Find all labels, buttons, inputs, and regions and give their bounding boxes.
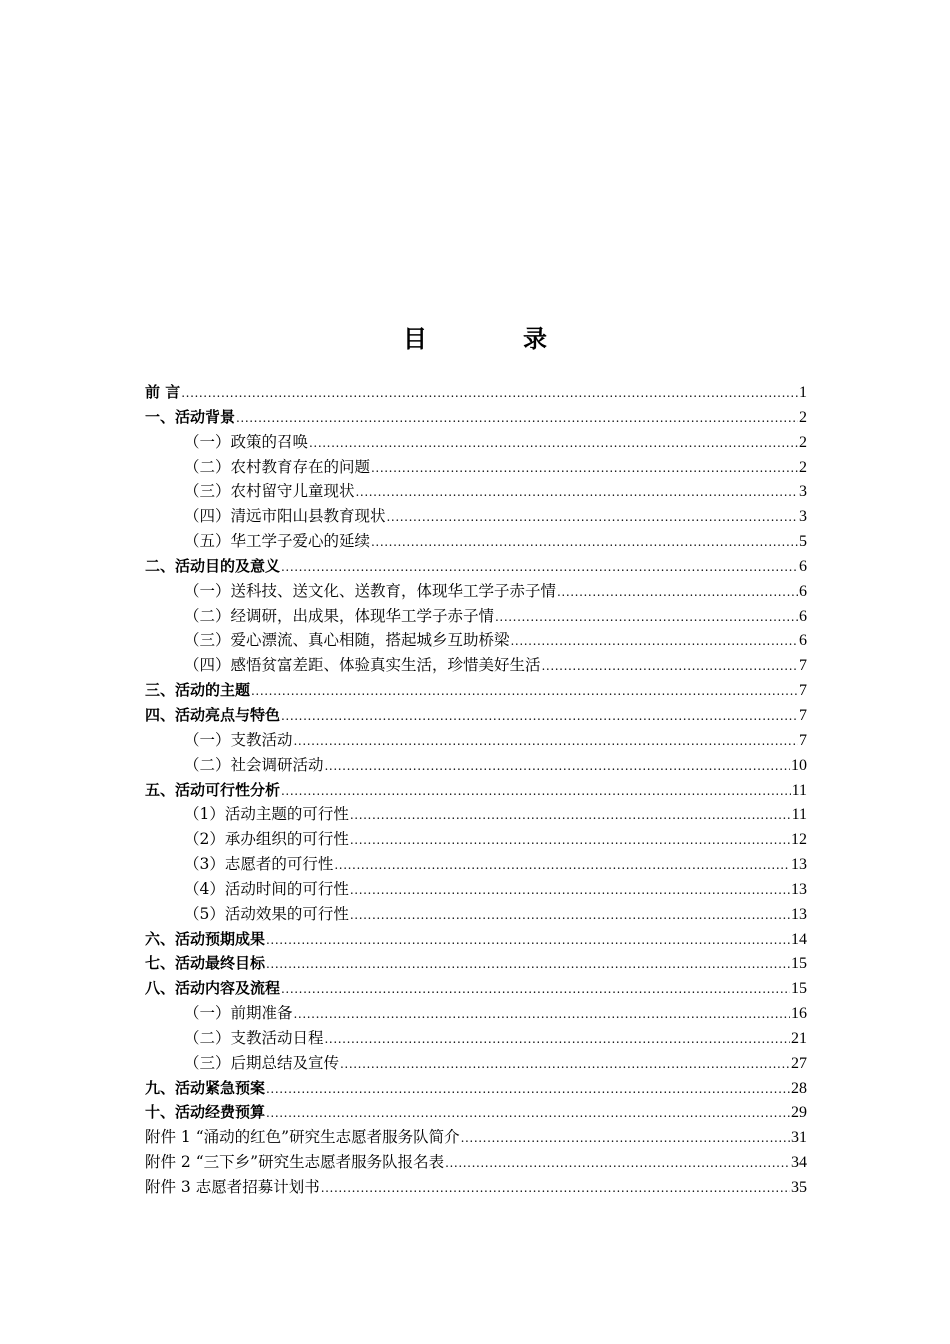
toc-entry[interactable] [145,554,807,579]
toc-page-number: 34 [791,1154,807,1172]
toc-page-number: 1 [799,384,807,401]
toc-page-number: 6 [799,557,807,575]
toc-entry[interactable] [145,728,807,753]
toc-page-number: 7 [799,682,807,700]
toc-entry-text: （5）活动效果的可行性 [184,904,349,923]
toc-page-number: 11 [791,781,807,799]
toc-entry[interactable] [145,405,807,430]
toc-entry-text: （二）社会调研活动 [184,755,324,774]
toc-dot-leader [350,878,790,902]
toc-dot-leader [340,1052,790,1076]
toc-entry[interactable] [145,802,807,827]
toc-page-number: 31 [791,1129,807,1147]
toc-entry-text: （四）感悟贫富差距、体验真实生活，珍惜美好生活 [184,656,541,675]
toc-entry[interactable] [145,504,807,529]
toc-entry-text: 三、活动的主题 [145,681,251,700]
toc-dot-leader [542,654,798,678]
toc-entry[interactable] [145,976,807,1001]
toc-entry[interactable] [145,1026,807,1051]
toc-dot-leader [251,679,798,703]
toc-entry-text: （二）支教活动日程 [184,1028,324,1047]
toc-page-number: 13 [791,880,807,898]
toc-page-number: 3 [799,483,807,501]
toc-dot-leader [445,1151,790,1175]
toc-entry[interactable] [145,628,807,653]
toc-entry-text: （四）清远市阳山县教育现状 [184,507,386,526]
toc-page-number: 15 [791,955,807,973]
toc-entry-text: （二）经调研，出成果，体现华工学子赤子情 [184,606,495,625]
toc-entry[interactable] [145,1125,807,1150]
toc-entry-text: 九、活动紧急预案 [145,1078,266,1097]
toc-entry-text: （三）农村留守儿童现状 [184,482,355,501]
toc-dot-leader [281,555,798,579]
toc-entry-text: （一）前期准备 [184,1004,293,1023]
toc-dot-leader [495,605,798,629]
toc-entry[interactable] [145,902,807,927]
toc-entry[interactable] [145,753,807,778]
toc-dot-leader [511,629,798,653]
toc-entry[interactable] [145,852,807,877]
toc-entry[interactable] [145,778,807,803]
toc-entry-text: （二）农村教育存在的问题 [184,457,371,476]
toc-entry-text: 五、活动可行性分析 [145,780,281,799]
toc-dot-leader [325,1027,790,1051]
toc-page-number: 7 [799,731,807,749]
page-title: 目 录 [403,325,583,353]
toc-entry[interactable] [145,703,807,728]
toc-dot-leader [371,530,798,554]
toc-entry[interactable] [145,479,807,504]
toc-entry[interactable] [145,455,807,480]
toc-entry[interactable] [145,653,807,678]
toc-dot-leader [266,928,790,952]
toc-entry-text: （一）政策的召唤 [184,432,309,451]
toc-entry-text: 附件 3 志愿者招募计划书 [145,1178,320,1196]
toc-dot-leader [350,828,790,852]
toc-dot-leader [281,704,798,728]
toc-entry[interactable] [145,877,807,902]
toc-entry[interactable] [145,951,807,976]
toc-entry-text: （一）支教活动 [184,730,293,749]
toc-dot-leader [321,1176,790,1200]
toc-page-number: 27 [791,1054,807,1072]
toc-entry[interactable] [145,1051,807,1076]
toc-entry-text: （3）志愿者的可行性 [184,855,334,874]
toc-entry-text: （4）活动时间的可行性 [184,879,349,898]
toc-dot-leader [266,1101,790,1125]
toc-entry[interactable] [145,1001,807,1026]
toc-entry-text: （1）活动主题的可行性 [184,805,349,824]
toc-entry-text: 前 言 [145,383,181,401]
toc-page-number: 5 [799,533,807,551]
toc-dot-leader [281,779,791,803]
toc-page-number: 6 [799,607,807,625]
toc-dot-leader [294,729,798,753]
toc-dot-leader [294,1002,790,1026]
toc-page-number: 29 [791,1104,807,1122]
toc-page-number: 6 [799,582,807,600]
toc-page-number: 21 [791,1029,807,1047]
toc-page-number: 10 [791,756,807,774]
toc-entry-text: 一、活动背景 [145,407,236,426]
toc-entry-text: （2）承办组织的可行性 [184,830,349,849]
toc-dot-leader [387,505,798,529]
toc-entry-text: 六、活动预期成果 [145,929,266,948]
toc-entry-text: 二、活动目的及意义 [145,556,281,575]
toc-dot-leader [334,853,790,877]
toc-entry[interactable] [145,1150,807,1175]
toc-dot-leader [181,381,798,405]
toc-dot-leader [309,431,798,455]
toc-page-number: 35 [791,1179,807,1196]
toc-entry-text: 四、活动亮点与特色 [145,705,281,724]
toc-entry-text: 附件 2 “三下乡”研究生志愿者服务队报名表 [145,1153,445,1172]
toc-page-number: 11 [791,806,807,824]
toc-entry[interactable] [145,380,807,405]
toc-entry-text: （五）华工学子爱心的延续 [184,532,371,551]
toc-page-number: 3 [799,508,807,526]
toc-dot-leader [350,803,791,827]
toc-entry-text: 八、活动内容及流程 [145,979,281,998]
toc-page-number: 16 [791,1005,807,1023]
toc-page-number: 2 [799,433,807,451]
toc-page-number: 7 [799,706,807,724]
toc-entry[interactable] [145,604,807,629]
toc-dot-leader [266,952,790,976]
toc-dot-leader [350,903,790,927]
toc-page-number: 13 [791,856,807,874]
toc-page-number: 13 [791,905,807,923]
toc-entry-text: （三）爱心漂流、真心相随，搭起城乡互助桥梁 [184,631,510,650]
toc-entry[interactable] [145,1076,807,1101]
toc-entry-text: （一）送科技、送文化、送教育，体现华工学子赤子情 [184,581,557,600]
toc-entry-text: 七、活动最终目标 [145,954,266,973]
toc-page-number: 28 [791,1079,807,1097]
toc-dot-leader [356,480,798,504]
toc-dot-leader [266,1077,790,1101]
toc-page-number: 12 [791,831,807,849]
toc-entry[interactable] [145,827,807,852]
toc-dot-leader [281,977,790,1001]
toc-page-number: 2 [799,408,807,426]
toc-entry[interactable] [145,529,807,554]
toc-dot-leader [371,456,798,480]
toc-page-number: 2 [799,458,807,476]
toc-entry[interactable] [145,430,807,455]
toc-entry[interactable] [145,927,807,952]
toc-entry-text: 十、活动经费预算 [145,1103,266,1122]
toc-entry-text: 附件 1 “涌动的红色”研究生志愿者服务队简介 [145,1128,460,1147]
toc-entry[interactable] [145,579,807,604]
toc-entry-text: （三）后期总结及宣传 [184,1053,340,1072]
toc-page-number: 15 [791,980,807,998]
toc-entry[interactable] [145,678,807,703]
toc-dot-leader [325,754,790,778]
toc-page-number: 6 [799,632,807,650]
table-of-contents [145,380,807,1200]
toc-dot-leader [557,580,798,604]
toc-entry[interactable] [145,1100,807,1125]
toc-dot-leader [461,1126,790,1150]
toc-entry[interactable] [145,1175,807,1200]
toc-dot-leader [236,406,798,430]
toc-page-number: 14 [791,930,807,948]
toc-page-number: 7 [799,657,807,675]
